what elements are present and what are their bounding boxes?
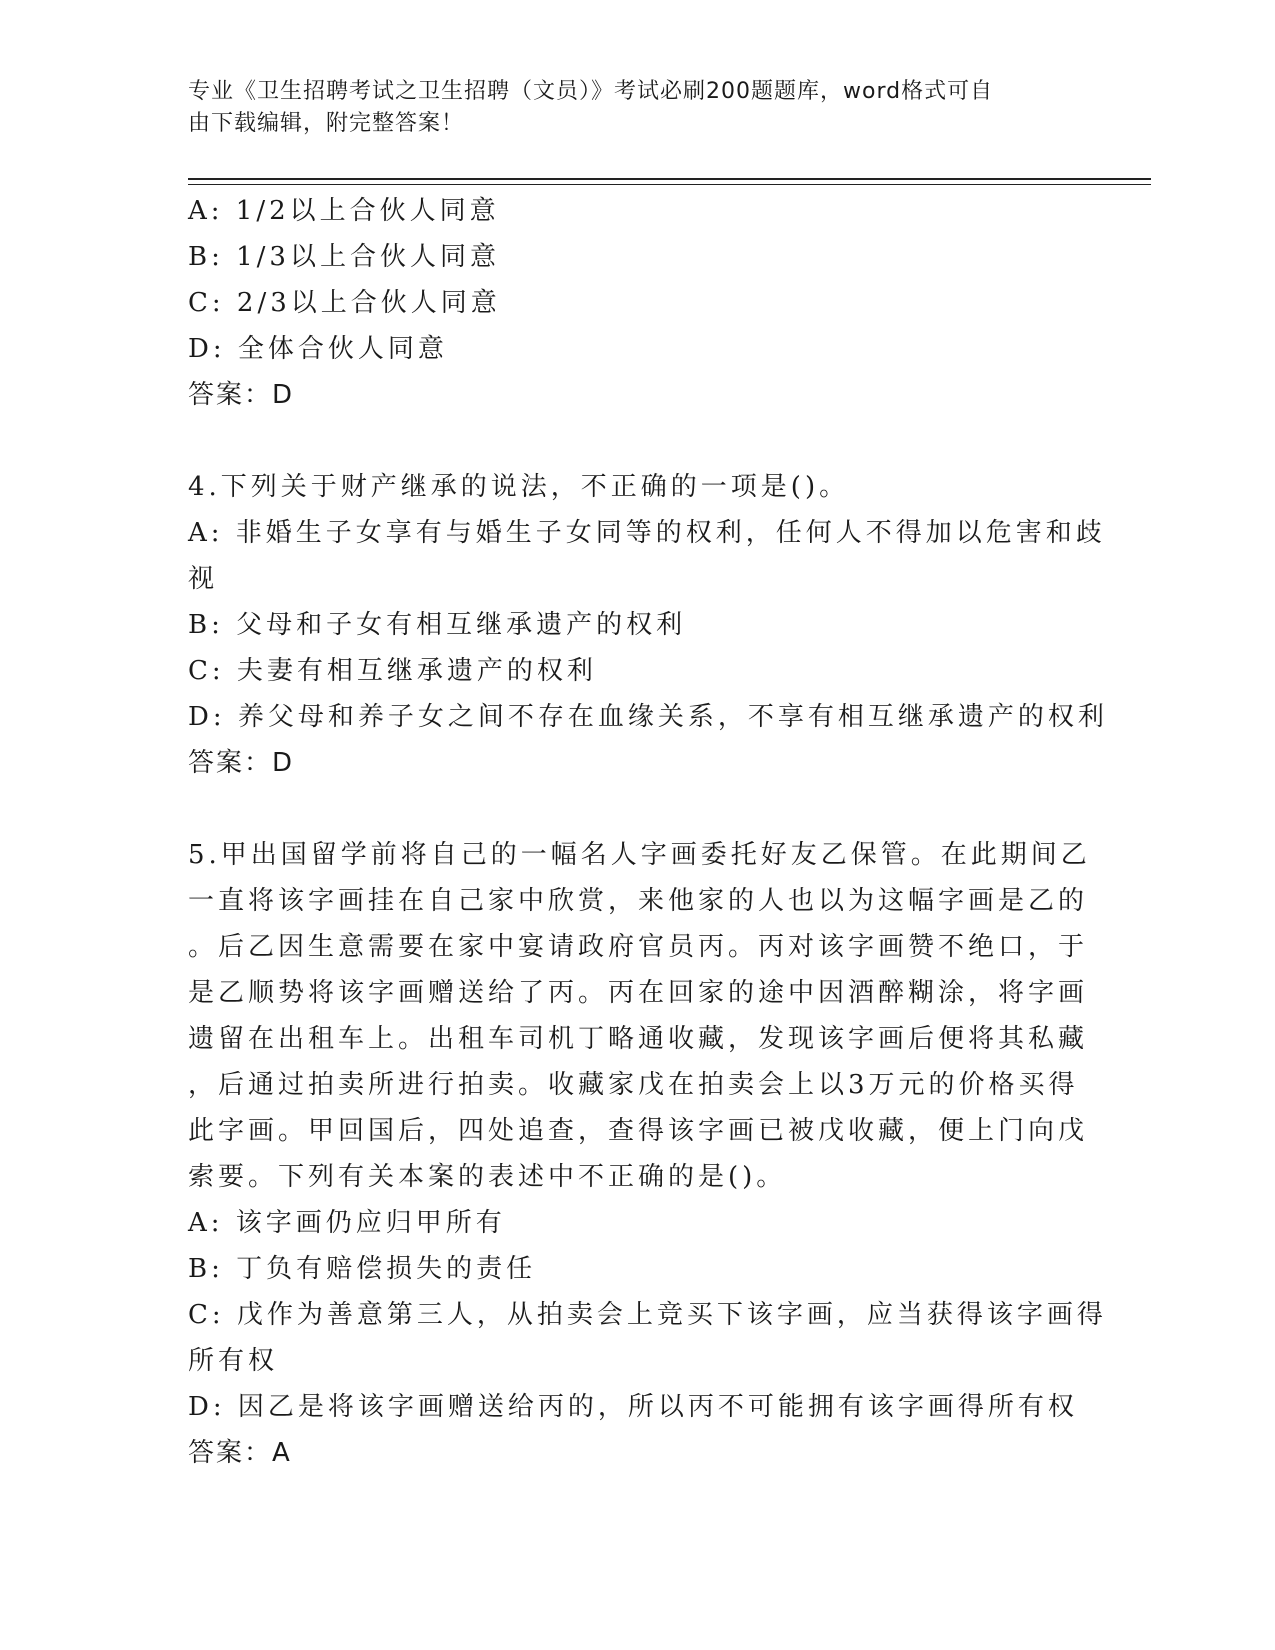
header-line-2: 由下载编辑，附完整答案！ <box>188 111 465 136</box>
q5-stem-line-8: 索要。下列有关本案的表述中不正确的是()。 <box>188 1162 787 1192</box>
q5-stem-line-5: 遗留在出租车上。出租车司机丁略通收藏，发现该字画后便将其私藏 <box>188 1024 1089 1054</box>
question-3 <box>188 188 1088 418</box>
q4-answer: 答案：D <box>188 748 295 778</box>
q5-answer: 答案：A <box>188 1438 292 1468</box>
spacer <box>188 418 1088 464</box>
document-body <box>188 188 1108 1476</box>
q5-stem-line-7: 此字画。甲回国后，四处追查，查得该字画已被戊收藏，便上门向戊 <box>188 1116 1089 1146</box>
document-header <box>188 76 1068 140</box>
q5-stem-line-4: 是乙顺势将该字画赠送给了丙。丙在回家的途中因酒醉糊涂，将字画 <box>188 978 1089 1008</box>
header-divider-thin <box>188 184 1151 185</box>
q4-stem: 4.下列关于财产继承的说法，不正确的一项是()。 <box>188 472 850 502</box>
spacer <box>188 786 1088 832</box>
q5-option-b: B: 丁负有赔偿损失的责任 <box>188 1254 537 1284</box>
q3-option-c: C: 2/3以上合伙人同意 <box>188 288 501 318</box>
q5-stem-line-2: 一直将该字画挂在自己家中欣赏，来他家的人也以为这幅字画是乙的 <box>188 886 1089 916</box>
q3-option-b: B: 1/3以上合伙人同意 <box>188 242 500 272</box>
question-4 <box>188 464 1108 786</box>
q3-option-a: A: 1/2以上合伙人同意 <box>188 196 500 226</box>
q5-stem-line-6: ，后通过拍卖所进行拍卖。收藏家戊在拍卖会上以3万元的价格买得 <box>188 1070 1079 1100</box>
q3-option-d: D: 全体合伙人同意 <box>188 334 448 364</box>
header-divider-thick <box>188 178 1151 180</box>
q4-option-c: C: 夫妻有相互继承遗产的权利 <box>188 656 597 686</box>
q5-option-a: A: 该字画仍应归甲所有 <box>188 1208 506 1238</box>
q3-answer: 答案：D <box>188 380 295 410</box>
q5-stem-line-3: 。后乙因生意需要在家中宴请政府官员丙。丙对该字画赞不绝口，于 <box>188 932 1089 962</box>
q4-option-a-line-1: A: 非婚生子女享有与婚生子女同等的权利，任何人不得加以危害和歧 <box>188 518 1106 548</box>
q5-option-c-line-1: C: 戊作为善意第三人，从拍卖会上竞买下该字画，应当获得该字画得 <box>188 1300 1107 1330</box>
q4-option-b: B: 父母和子女有相互继承遗产的权利 <box>188 610 687 640</box>
q4-option-d: D: 养父母和养子女之间不存在血缘关系，不享有相互继承遗产的权利 <box>188 702 1108 732</box>
q5-option-c-line-2: 所有权 <box>188 1346 279 1376</box>
question-5 <box>188 832 1107 1476</box>
q5-option-d: D: 因乙是将该字画赠送给丙的，所以丙不可能拥有该字画得所有权 <box>188 1392 1078 1422</box>
q5-stem-line-1: 5.甲出国留学前将自己的一幅名人字画委托好友乙保管。在此期间乙 <box>188 840 1091 870</box>
q4-option-a-line-2: 视 <box>188 564 219 594</box>
header-line-1: 专业《卫生招聘考试之卫生招聘（文员）》考试必刷200题题库，word格式可自 <box>188 79 994 104</box>
